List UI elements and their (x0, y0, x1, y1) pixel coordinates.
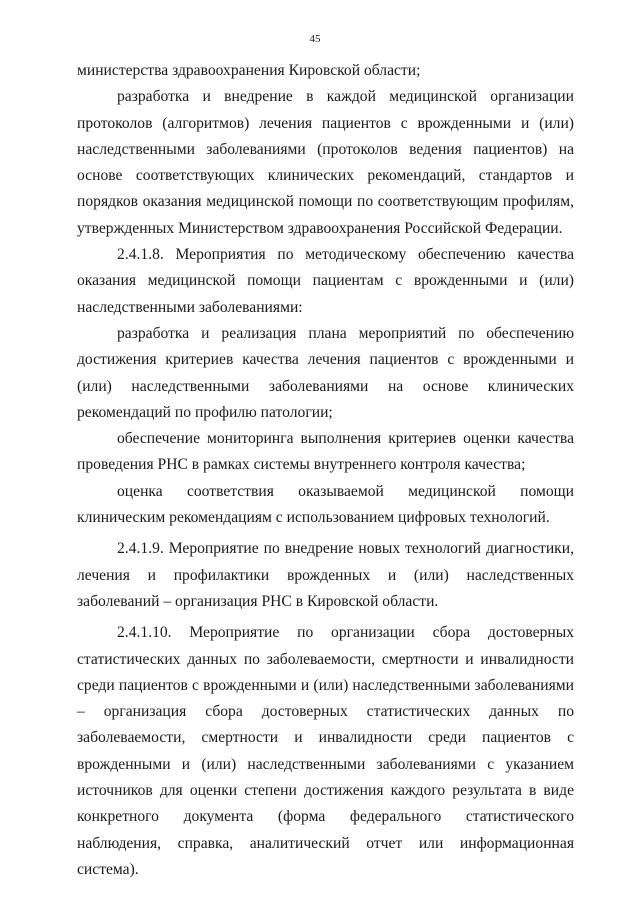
paragraph-compliance-assessment: оценка соответствия оказываемой медицинской помощи клиническим рекомендациям с использованием цифровых технологий. (77, 482, 574, 527)
paragraph-quality-plan: разработка и реализация плана мероприятий по обеспечению достижения критериев качества лечения пациентов с врожденными и (или) наследственными заболеваниями на основе клинических рекомендаций по профилю патологии; (77, 324, 574, 421)
paragraph-continuation: министерства здравоохранения Кировской области; (77, 62, 421, 79)
paragraph-2-4-1-9: 2.4.1.9. Мероприятие по внедрение новых технологий диагностики, лечения и профилактики врожденных и (или) наследственных заболеваний – организация РНС в Кировской области. (77, 540, 574, 610)
paragraph-protocols: разработка и внедрение в каждой медицинской организации протоколов (алгоритмов) лечения пациентов с врожденными и (или) наследственными заболеваниями (протоколов ведения пациентов) на основе соответствующих клинических рекомендаций, стандартов и порядков оказания медицинской помощи по соответствующим профилям, утвержденных Министерством здравоохранения Российской Федерации. (77, 88, 574, 237)
document-body (77, 58, 574, 883)
paragraph-2-4-1-10: 2.4.1.10. Мероприятие по организации сбора достоверных статистических данных по заболеваемости, смертности и инвалидности среди пациентов с врожденными и (или) наследственными заболеваниями – организация сбора достоверных статистических данных по заболеваемости, смертности и инвалидности среди пациентов с врожденными и (или) наследственными заболеваниями с указанием источников для оценки степени достижения каждого результата в виде конкретного документа (форма федерального статистического наблюдения, справка, аналитический отчет или информационная система). (77, 624, 574, 878)
page-number: 45 (309, 33, 321, 45)
paragraph-2-4-1-8: 2.4.1.8. Мероприятия по методическому обеспечению качества оказания медицинской помощи пациентам с врожденными и (или) наследственными заболеваниями: (77, 246, 574, 316)
paragraph-monitoring: обеспечение мониторинга выполнения критериев оценки качества проведения РНС в рамках системы внутреннего контроля качества; (77, 430, 574, 474)
